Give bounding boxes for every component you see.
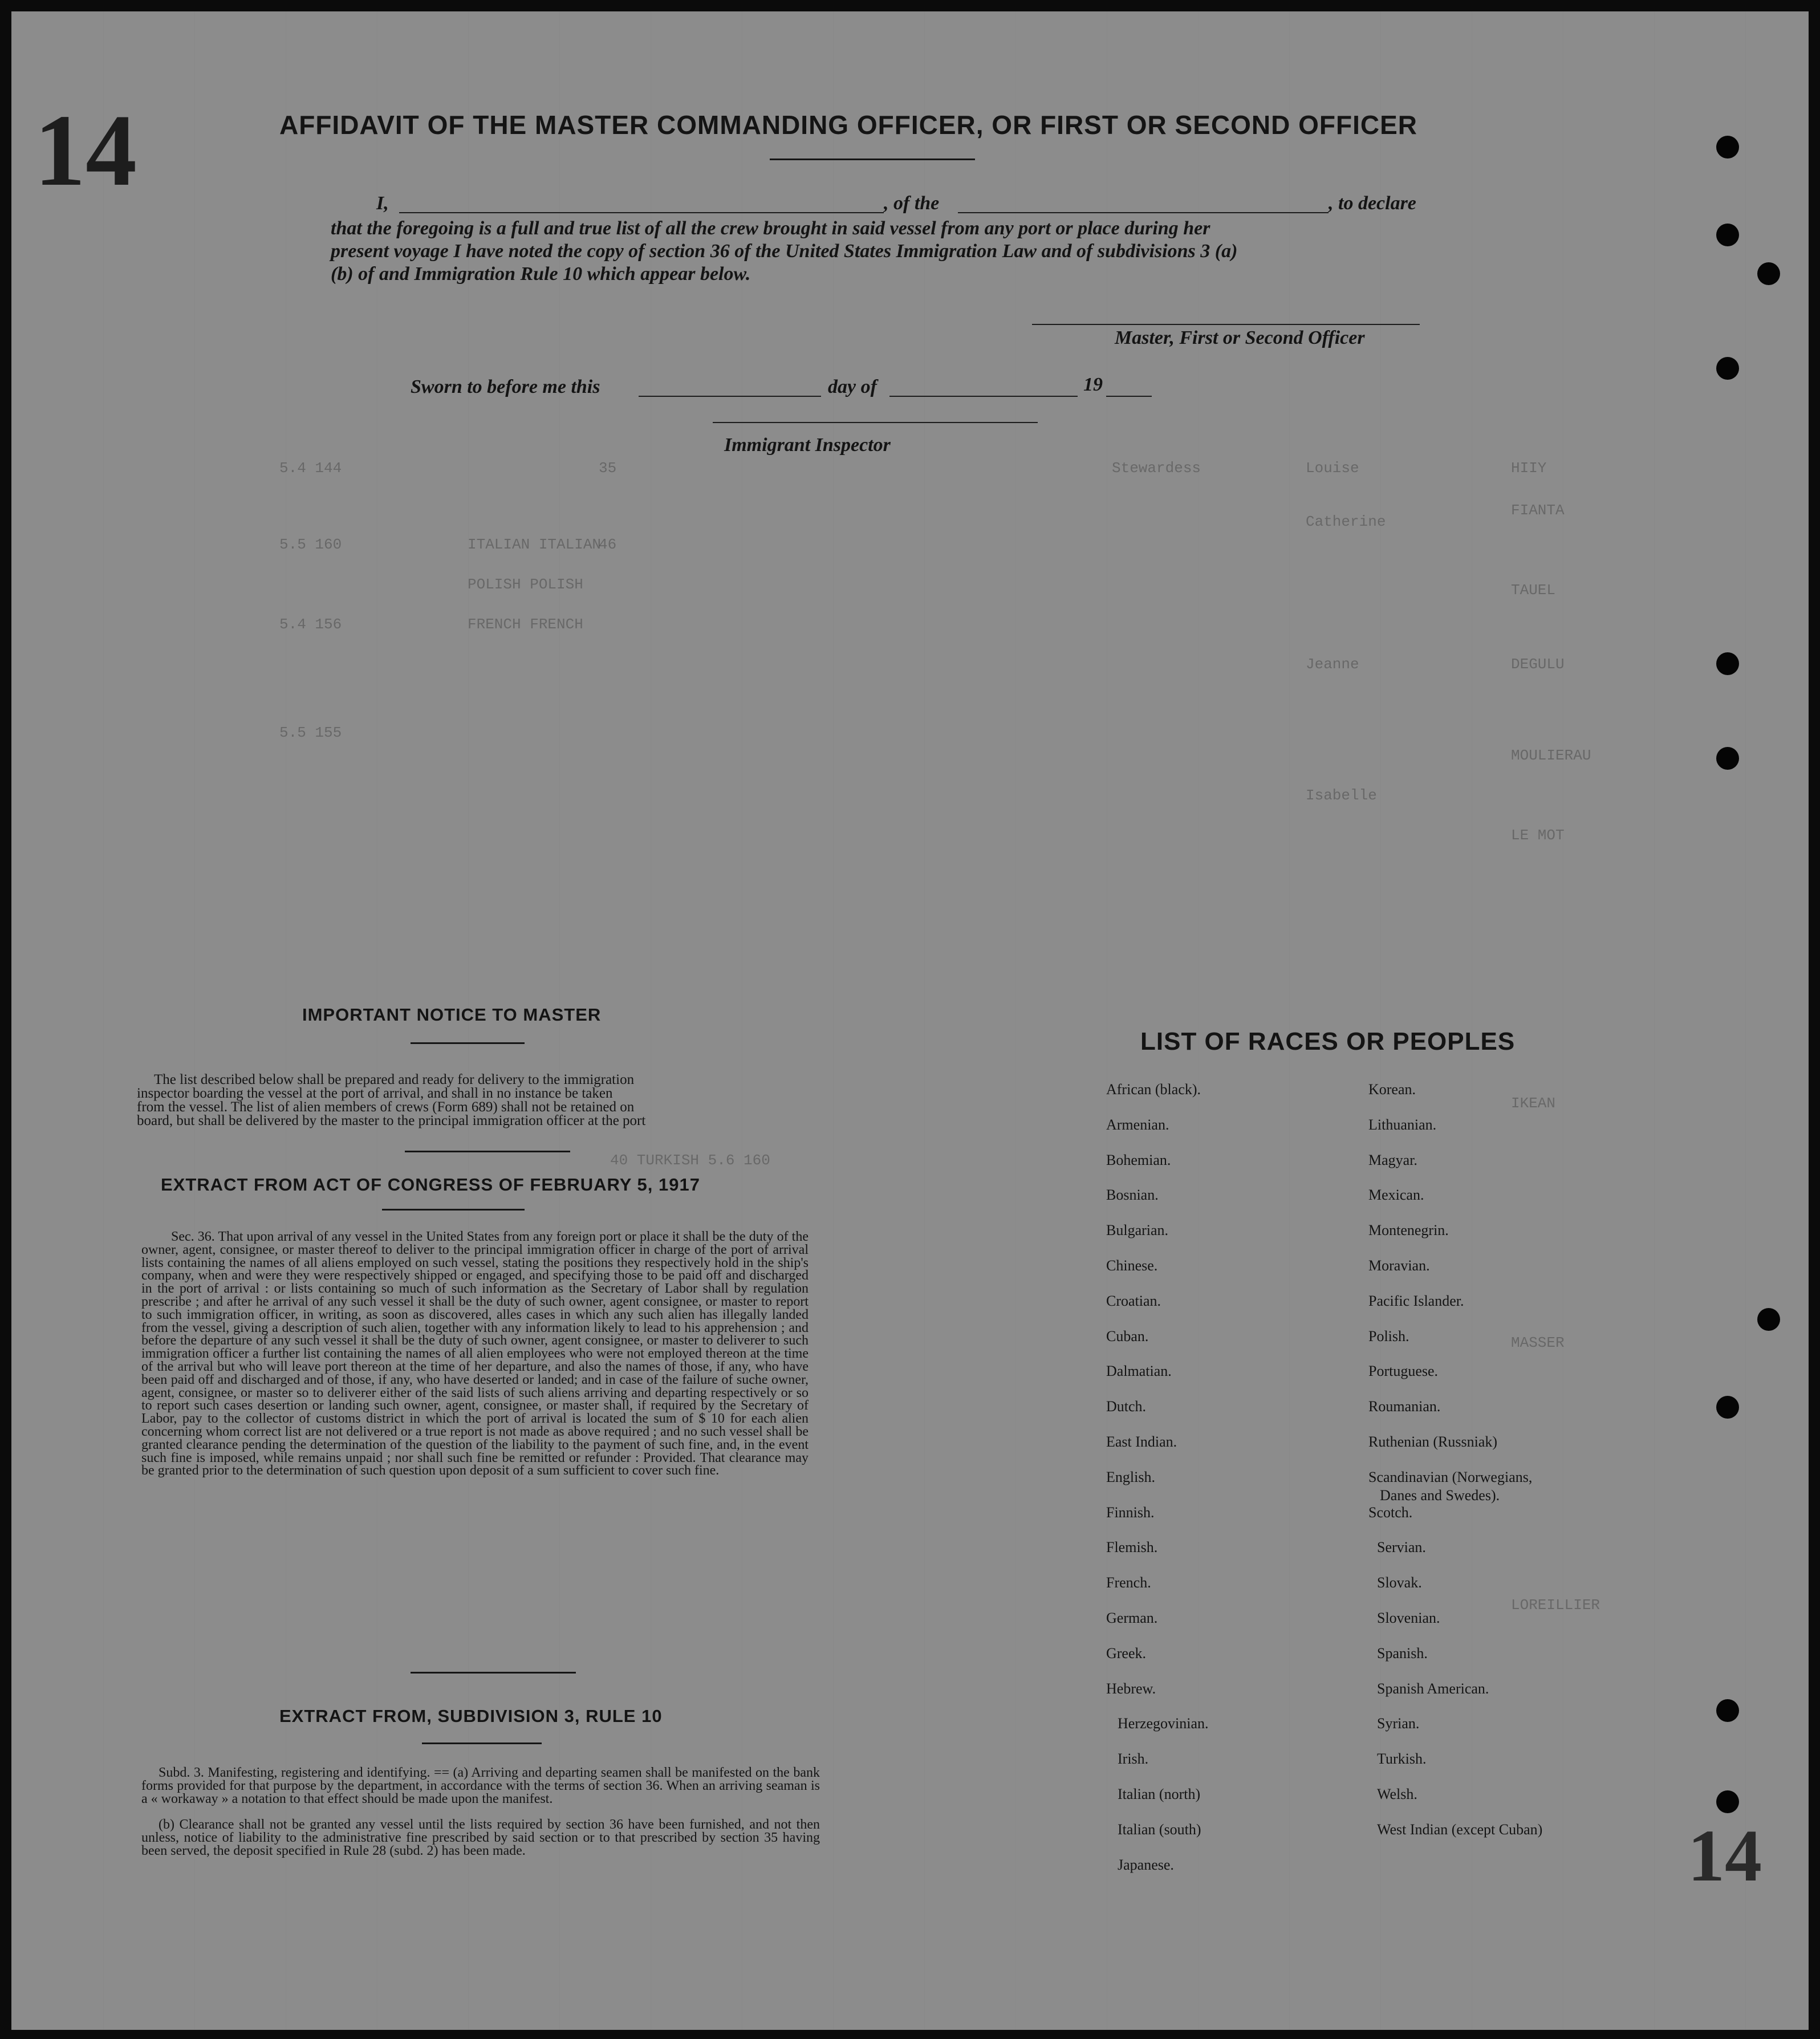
race-item: Chinese.	[1106, 1257, 1158, 1274]
punch-hole	[1716, 1699, 1739, 1722]
bleed-through-text: Isabelle	[1306, 787, 1377, 804]
bleed-through-text: 35	[599, 460, 617, 477]
bleed-through-text: HIIY	[1511, 460, 1547, 477]
act-extract-end-rule	[411, 1672, 576, 1674]
race-item: African (black).	[1106, 1081, 1201, 1098]
race-item: Montenegrin.	[1368, 1222, 1449, 1238]
rule-extract-body-a: Subd. 3. Manifesting, registering and identifying. == (a) Arriving and departing seamen shall be manifested on the bank forms provided for that purpose by the department, in accordance with the terms of section 36. When an arriving seaman is a « workaway » a notation to that effect should be made upon the manifest.	[141, 1765, 820, 1806]
vessel-name-field[interactable]	[958, 212, 1329, 213]
punch-hole	[1716, 1396, 1739, 1419]
rule-extract-body-b: (b) Clearance shall not be granted any vessel until the lists required by section 36 have been furnished, and not then unless, notice of liability to the administrative fine prescribed by said section or to that prescribed by section 35 having been served, the deposit specified in Rule 28 (subd. 2) has been made.	[141, 1817, 820, 1858]
race-item: Servian.	[1377, 1539, 1426, 1555]
affidavit-line-1	[376, 193, 389, 214]
race-item: English.	[1106, 1469, 1155, 1485]
notice-title: IMPORTANT NOTICE TO MASTER	[302, 1005, 602, 1025]
race-item: Mexican.	[1368, 1187, 1424, 1203]
bleed-through-text: DEGULU	[1511, 656, 1565, 673]
bleed-through-text: 5.4 156	[279, 616, 342, 633]
bleed-through-text: 40 TURKISH 5.6 160	[610, 1152, 770, 1169]
bleed-through-text: 5.4 144	[279, 460, 342, 477]
race-item: Greek.	[1106, 1645, 1147, 1662]
race-item: Cuban.	[1106, 1328, 1149, 1345]
rule-extract-title: EXTRACT FROM, SUBDIVISION 3, RULE 10	[279, 1706, 663, 1726]
notice-body	[137, 1073, 810, 1128]
bleed-through-text: MOULIERAU	[1511, 747, 1591, 764]
title-rule	[770, 159, 975, 160]
race-item: Hebrew.	[1106, 1680, 1156, 1697]
year-label: 19	[1083, 374, 1103, 395]
race-item: Danes and Swedes).	[1380, 1487, 1500, 1504]
race-item: Magyar.	[1368, 1152, 1417, 1168]
race-item: Dalmatian.	[1106, 1363, 1172, 1379]
notice-line: board, but shall be delivered by the master to the principal immigration officer at the port	[137, 1113, 646, 1128]
bleed-through-text: Catherine	[1306, 513, 1386, 530]
race-item: Finnish.	[1106, 1504, 1155, 1521]
punch-hole	[1716, 224, 1739, 246]
race-item: Scandinavian (Norwegians,	[1368, 1469, 1533, 1485]
race-item: Italian (south)	[1118, 1821, 1201, 1838]
page-number-right: 14	[1688, 1815, 1762, 1897]
race-item: Herzegovinian.	[1118, 1715, 1209, 1732]
races-title: LIST OF RACES OR PEOPLES	[1140, 1027, 1516, 1055]
race-item: Welsh.	[1377, 1786, 1417, 1802]
race-item: Turkish.	[1377, 1750, 1427, 1767]
master-signature-field[interactable]	[1032, 324, 1420, 325]
bleed-through-text: IKEAN	[1511, 1095, 1556, 1112]
to-declare-label: , to declare	[1329, 193, 1416, 214]
race-item: Irish.	[1118, 1750, 1149, 1767]
bleed-through-text: 5.5 155	[279, 724, 342, 741]
affidavit-title: AFFIDAVIT OF THE MASTER COMMANDING OFFICER, OR FIRST OR SECOND OFFICER	[279, 110, 1417, 140]
sworn-day-field[interactable]	[639, 396, 821, 397]
inspector-label: Immigrant Inspector	[724, 434, 891, 456]
affidavit-line-4: (b) of and Immigration Rule 10 which appear below.	[331, 263, 751, 285]
race-item: Korean.	[1368, 1081, 1416, 1098]
race-item: Spanish American.	[1377, 1680, 1489, 1697]
bleed-through-text: 5.5 160	[279, 536, 342, 553]
bleed-through-text: LE MOT	[1511, 827, 1565, 844]
bleed-through-text: TAUEL	[1511, 582, 1556, 599]
act-extract-title: EXTRACT FROM ACT OF CONGRESS OF FEBRUARY 5, 1917	[161, 1175, 700, 1195]
act-extract-body: Sec. 36. That upon arrival of any vessel in the United States from any foreign port or place it shall be the duty of the owner, agent, consignee, or master thereof to deliver to the principal immigration officer in charge of the port of arrival lists containing the names of all aliens employed on such vessel, stating the positions they respectively hold in the ship's company, when and were they were respectively shipped or engaged, and specifying those to be paid off and discharged in the port of arrival : or lists containing so much of such information as the Secretary of Labor shall by regulation prescribe ; and after he arrival of any such vessel it shall be the duty of such owner, agent consignee, or master to report to such immigration officer, in writing, as soon as discovered, alles cases in which any such alien has illegally landed from the vessel, giving a description of such alien, together with any information likely to lead to his apprehension ; and before the departure of any such vessel it shall be the duty of such owner, agent consignee, or master to deliverer to such immigration officer a further list containing the names of all alien employees who were not employed thereon at the time of the arrival but who will leave port thereon at the time of her departure, and also the names of those, if any, who have been paid off and discharged and of those, if any, who have deserted or landed; and in case of the failure of suche owner, agent, consignee, or master so to deliverer either of the said lists of such aliens arriving and departing respectively or so to report such cases desertion or landing such owner, agent, consignee, or master shall, if required by the Secretary of Labor, pay to the collector of customs district in which the port of arrival is located the sum of $ 10 for each alien concerning whom correct list are not delivered or a true report is not made as above required ; and no such vessel shall be granted clearance pending the determination of the question of the liability to the payment of such fine, and, in the event such fine is imposed, while remains unpaid ; nor shall such fine be remitted or refunder : Provided. That clearance may be granted prior to the determination of such question upon deposit of a sum sufficient to cover such fine.	[141, 1229, 809, 1479]
race-item: Flemish.	[1106, 1539, 1158, 1555]
bleed-through-text: Stewardess	[1112, 460, 1201, 477]
affidavit-line-2: that the foregoing is a full and true list of all the crew brought in said vessel from any port or place during her	[331, 218, 1210, 239]
notice-line: inspector boarding the vessel at the port of arrival, and shall in no instance be taken	[137, 1086, 613, 1101]
bleed-through-text: ITALIAN ITALIAN	[468, 536, 602, 553]
punch-hole	[1757, 262, 1780, 285]
punch-hole	[1716, 652, 1739, 675]
declarant-name-field[interactable]	[399, 212, 884, 213]
rule-extract-rule	[422, 1743, 542, 1744]
race-item: Slovenian.	[1377, 1610, 1440, 1626]
declarant-i-label: I,	[376, 193, 389, 214]
notice-line: The list described below shall be prepared and ready for delivery to the immigration	[154, 1072, 635, 1087]
punch-hole	[1716, 747, 1739, 770]
race-item: Pacific Islander.	[1368, 1293, 1464, 1309]
bleed-through-text: MASSER	[1511, 1334, 1565, 1351]
notice-rule	[411, 1042, 525, 1044]
race-item: Slovak.	[1377, 1574, 1422, 1591]
race-item: Bosnian.	[1106, 1187, 1159, 1203]
race-item: German.	[1106, 1610, 1158, 1626]
punch-hole	[1716, 1790, 1739, 1813]
bleed-through-text: FIANTA	[1511, 502, 1565, 519]
race-item: Bohemian.	[1106, 1152, 1171, 1168]
race-item: Italian (north)	[1118, 1786, 1201, 1802]
bleed-through-text: 46	[599, 536, 617, 553]
race-item: Portuguese.	[1368, 1363, 1439, 1379]
race-item: Lithuanian.	[1368, 1116, 1437, 1133]
master-signature-label: Master, First or Second Officer	[1115, 327, 1365, 348]
sworn-label: Sworn to before me this	[411, 376, 600, 397]
race-item: Armenian.	[1106, 1116, 1169, 1133]
race-item: French.	[1106, 1574, 1151, 1591]
race-item: East Indian.	[1106, 1433, 1177, 1450]
act-extract-rule	[382, 1209, 525, 1211]
of-the-label: , of the	[884, 193, 940, 214]
notice-end-rule	[405, 1151, 570, 1152]
race-item: Dutch.	[1106, 1398, 1147, 1415]
race-item: Bulgarian.	[1106, 1222, 1169, 1238]
bleed-through-text: FRENCH FRENCH	[468, 616, 583, 633]
race-item: Roumanian.	[1368, 1398, 1441, 1415]
race-item: West Indian (except Cuban)	[1377, 1821, 1543, 1838]
race-item: Ruthenian (Russniak)	[1368, 1433, 1498, 1450]
race-item: Croatian.	[1106, 1293, 1161, 1309]
sworn-year-field[interactable]	[1106, 396, 1152, 397]
bleed-through-text: Louise	[1306, 460, 1359, 477]
day-of-label: day of	[828, 376, 877, 397]
punch-hole	[1716, 136, 1739, 159]
race-item: Syrian.	[1377, 1715, 1420, 1732]
inspector-signature-field[interactable]	[713, 422, 1038, 423]
document-page	[11, 11, 1809, 2030]
race-item: Moravian.	[1368, 1257, 1430, 1274]
race-item: Polish.	[1368, 1328, 1409, 1345]
race-item: Spanish.	[1377, 1645, 1428, 1662]
punch-hole	[1757, 1308, 1780, 1331]
sworn-month-field[interactable]	[889, 396, 1078, 397]
bleed-through-text: LOREILLIER	[1511, 1597, 1600, 1614]
notice-line: from the vessel. The list of alien members of crews (Form 689) shall not be retained on	[137, 1099, 635, 1115]
punch-hole	[1716, 357, 1739, 380]
bleed-through-text: POLISH POLISH	[468, 576, 583, 593]
bleed-through-text: Jeanne	[1306, 656, 1359, 673]
affidavit-line-3: present voyage I have noted the copy of section 36 of the United States Immigration Law and of subdivisions 3 (a)	[331, 241, 1238, 262]
race-item: Japanese.	[1118, 1857, 1174, 1873]
page-number-left: 14	[34, 94, 137, 207]
race-item: Scotch.	[1368, 1504, 1413, 1521]
